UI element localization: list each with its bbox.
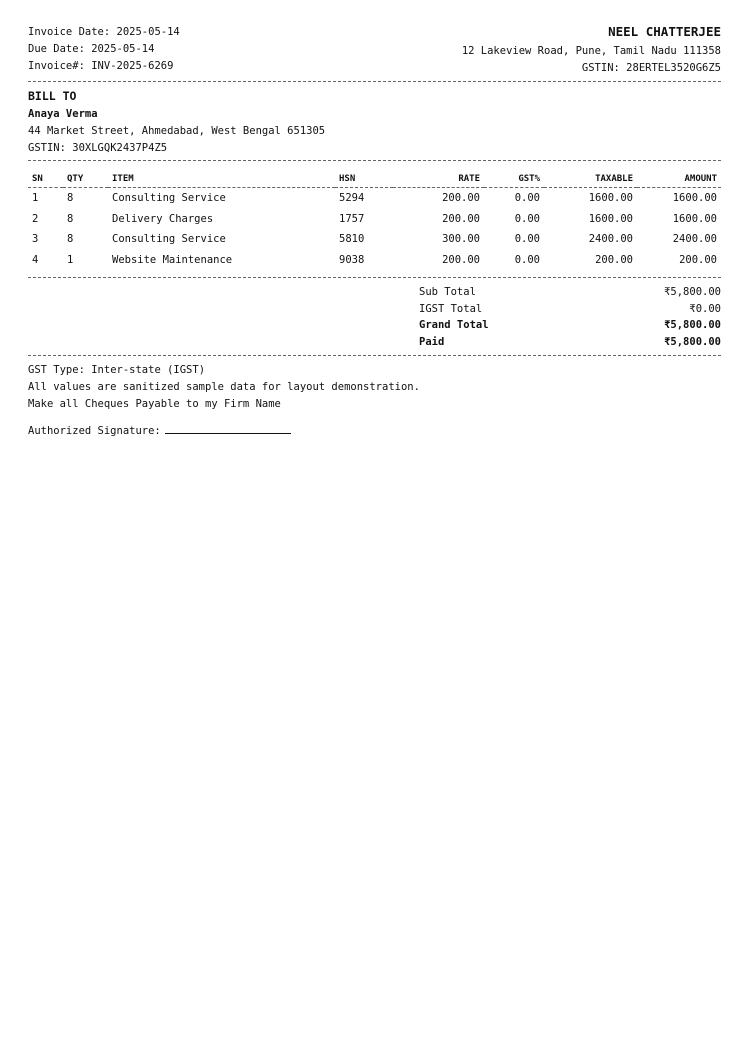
table-row xyxy=(28,209,721,230)
cell-gst: 0.00 xyxy=(514,233,540,246)
cell-sn: 3 xyxy=(32,233,39,246)
bill-to-title: BILL TO xyxy=(28,89,77,103)
customer-gstin-label: GSTIN: xyxy=(28,142,66,154)
grand-total-row xyxy=(419,317,721,334)
grand-total-value: ₹5,800.00 xyxy=(664,319,721,331)
cell-gst: 0.00 xyxy=(514,212,540,225)
cell-taxable: 200.00 xyxy=(595,253,633,266)
cell-amount: 1600.00 xyxy=(672,212,717,225)
col-header-amount: AMOUNT xyxy=(637,170,721,188)
cell-taxable: 2400.00 xyxy=(588,233,633,246)
col-header-hsn: HSN xyxy=(335,170,393,188)
cell-hsn: 9038 xyxy=(339,253,365,266)
table-row xyxy=(28,229,721,250)
subtotal-label: Sub Total xyxy=(419,286,476,298)
bill-to-section xyxy=(28,88,325,157)
paid-label: Paid xyxy=(419,335,445,348)
cell-taxable: 1600.00 xyxy=(588,192,633,205)
due-date-line xyxy=(28,41,180,58)
cell-taxable: 1600.00 xyxy=(588,212,633,225)
cell-amount: 1600.00 xyxy=(672,192,717,205)
col-header-item: ITEM xyxy=(108,170,335,188)
signature-line xyxy=(165,421,291,434)
sample-data-note: All values are sanitized sample data for layout demonstration. xyxy=(28,381,420,393)
col-header-qty: QTY xyxy=(63,170,108,188)
cell-item: Consulting Service xyxy=(112,192,226,205)
paid-row xyxy=(419,334,721,351)
invoice-number-label: Invoice#: xyxy=(28,60,85,72)
customer-gstin-line xyxy=(28,140,325,157)
table-row xyxy=(28,188,721,209)
cell-rate: 200.00 xyxy=(442,192,480,205)
divider xyxy=(28,277,721,278)
seller-info xyxy=(462,24,721,77)
igst-total-row xyxy=(419,301,721,318)
cell-sn: 4 xyxy=(32,253,39,266)
footer-notes xyxy=(28,362,420,413)
divider xyxy=(28,160,721,161)
due-date-label: Due Date: xyxy=(28,43,85,55)
cell-item: Delivery Charges xyxy=(112,212,214,225)
table-header-row xyxy=(28,170,721,188)
cell-sn: 1 xyxy=(32,192,39,205)
seller-gstin-line xyxy=(462,60,721,77)
igst-total-value: ₹0.00 xyxy=(689,302,721,315)
cheque-note: Make all Cheques Payable to my Firm Name xyxy=(28,398,281,410)
cell-qty: 1 xyxy=(67,253,74,266)
gst-type-label: GST Type: xyxy=(28,364,85,376)
invoice-meta xyxy=(28,24,180,75)
cell-rate: 200.00 xyxy=(442,253,480,266)
invoice-number: INV-2025-6269 xyxy=(91,60,174,72)
gst-type: Inter-state (IGST) xyxy=(91,364,206,376)
cell-qty: 8 xyxy=(67,233,74,246)
invoice-date: 2025-05-14 xyxy=(116,26,180,38)
cell-hsn: 5810 xyxy=(339,233,365,246)
grand-total-label: Grand Total xyxy=(419,319,489,331)
customer-name: Anaya Verma xyxy=(28,108,98,120)
cell-sn: 2 xyxy=(32,212,39,225)
cell-gst: 0.00 xyxy=(514,192,540,205)
invoice-date-label: Invoice Date: xyxy=(28,26,111,38)
cell-item: Consulting Service xyxy=(112,233,226,246)
col-header-sn: SN xyxy=(28,170,63,188)
seller-name: NEEL CHATTERJEE xyxy=(608,24,721,39)
totals-section xyxy=(419,284,721,350)
cell-rate: 200.00 xyxy=(442,212,480,225)
customer-gstin: 30XLGQK2437P4Z5 xyxy=(72,142,168,154)
paid-value: ₹5,800.00 xyxy=(664,335,721,348)
cell-rate: 300.00 xyxy=(442,233,480,246)
cell-hsn: 5294 xyxy=(339,192,365,205)
divider xyxy=(28,81,721,82)
seller-address: 12 Lakeview Road, Pune, Tamil Nadu 111358 xyxy=(461,45,721,57)
invoice-date-line xyxy=(28,24,180,41)
signature-label: Authorized Signature: xyxy=(28,425,161,437)
due-date: 2025-05-14 xyxy=(91,43,155,55)
line-items-table xyxy=(28,170,721,270)
col-header-rate: RATE xyxy=(393,170,484,188)
cell-item: Website Maintenance xyxy=(112,253,233,266)
seller-gstin-label: GSTIN: xyxy=(581,62,620,74)
cell-gst: 0.00 xyxy=(514,253,540,266)
authorized-signature xyxy=(28,421,291,440)
col-header-gst: GST% xyxy=(484,170,544,188)
invoice-number-line xyxy=(28,58,180,75)
cell-hsn: 1757 xyxy=(339,212,365,225)
table-row xyxy=(28,250,721,271)
subtotal-value: ₹5,800.00 xyxy=(664,286,721,298)
seller-gstin: 28ERTEL3520G6Z5 xyxy=(626,62,721,74)
cell-qty: 8 xyxy=(67,212,74,225)
cell-amount: 2400.00 xyxy=(672,233,717,246)
col-header-taxable: TAXABLE xyxy=(544,170,637,188)
divider xyxy=(28,355,721,356)
igst-total-label: IGST Total xyxy=(419,302,483,315)
cell-qty: 8 xyxy=(67,192,74,205)
customer-address: 44 Market Street, Ahmedabad, West Bengal 651305 xyxy=(28,125,326,137)
subtotal-row xyxy=(419,284,721,301)
gst-type-line xyxy=(28,362,420,379)
cell-amount: 200.00 xyxy=(679,253,717,266)
